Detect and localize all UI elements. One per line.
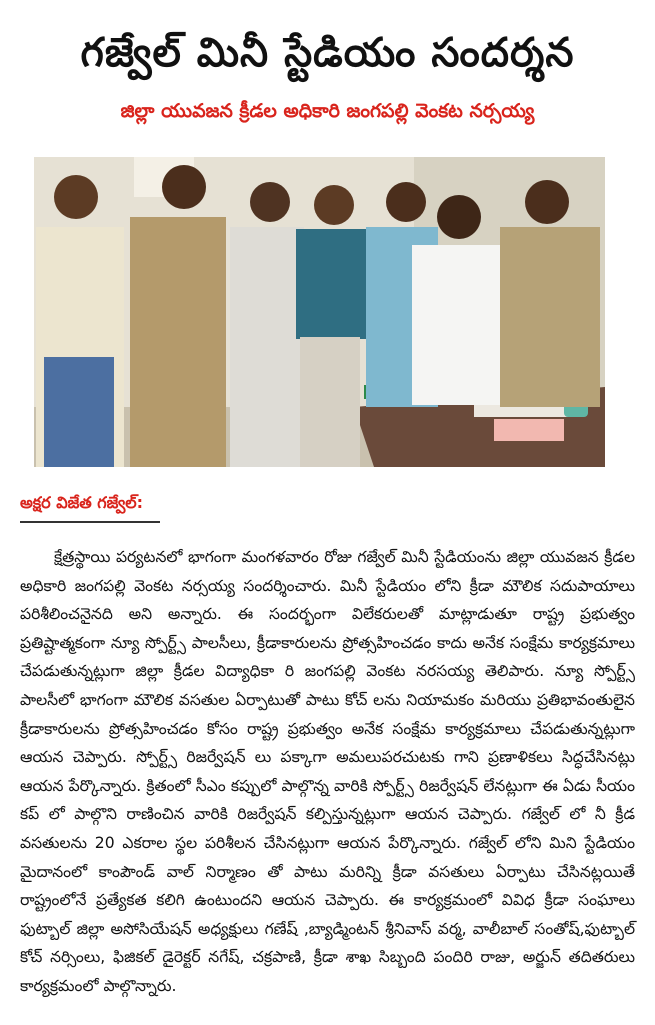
byline: అక్షర విజేత గజ్వేల్: xyxy=(20,493,144,512)
headline: గజ్వేల్ మినీ స్టేడియం సందర్శన xyxy=(80,30,575,76)
subheadline: జిల్లా యువజన క్రీడల అధికారి జంగపల్లి వెంకట నర్సయ్య xyxy=(120,100,535,122)
group-photo xyxy=(34,157,605,467)
article-body: క్షేత్రస్థాయి పర్యటనలో భాగంగా మంగళవారం రోజు గజ్వేల్ మినీ స్టేడియంను జిల్లా యువజన క్రీడల అధికారి జంగపల్లి వెంకట నర్సయ్య సందర్శించారు. మినీ స్టేడియం లోని క్రీడా మౌలిక సదుపాయాలు పరిశీలించనైనది అని అన్నారు. ఈ సందర్భంగా విలేకరులతో మాట్లాడుతూ రాష్ట్ర ప్రభుత్వం ప్రతిష్టాత్మకంగా న్యూ స్పోర్ట్స్ పాలసీలు, క్రీడాకారులను ప్రోత్సహించడం కాదు అనేక సంక్షేమ కార్యక్రమాలు చేపడుతున్నట్లుగా జిల్లా క్రీడల విద్యాధికా రి జంగపల్లి వెంకట నరసయ్య తెలిపారు. న్యూ స్పోర్ట్స్ పాలసీలో భాగంగా మౌలిక వసతుల ఏర్పాటుతో పాటు కోచ్ లను నియామకం మరియు ప్రతిభావంతులైన క్రీడాకారులను ప్రోత్సహించడం కోసం రాష్ట్ర ప్రభుత్వం అనేక సంక్షేమ కార్యక్రమాలు చేపడుతున్నట్లుగా ఆయన చెప్పారు. స్పోర్ట్స్ రిజర్వేషన్ లు పక్కాగా అమలుపరచుటకు గాని ప్రణాళికలు సిద్ధచేసినట్లు ఆయన పేర్కొన్నారు. క్రితంలో సీఎం కప్పులో పాల్గొన్న వారికి స్పోర్ట్స్ రిజర్వేషన్ లేనట్లుగా ఈ ఏడు సీయం కప్ లో పాల్గొని రాణించిన వారికి రిజర్వేషన్ కల్పిస్తున్నట్లుగా ఆయన చెప్పారు. గజ్వేల్ లో నీ క్రీడ వసతులను 20 ఎకరాల స్థల పరిశీలన చేసినట్లుగా ఆయన పేర్కొన్నారు. గజ్వేల్ లోని మిని స్టేడియం మైదానంలో కాంపౌండ్ వాల్ నిర్మాణం తో పాటు మరిన్ని క్రీడా వసతులు ఏర్పాటు చేసినట్లయితే రాష్ట్రంలోనే ప్రత్యేకత కలిగి ఉంటుందని ఆయన చెప్పారు. ఈ కార్యక్రమంలో వివిధ క్రీడా సంఘాలు ఫుట్బాల్ జిల్లా అసోసియేషన్ అధ్యక్షులు గణేష్ ,బ్యాడ్మింటన్ శ్రీనివాస్ వర్మ, వాలీబాల్ సంతోష్,ఫుట్బాల్ కోచ్ నర్సింలు, ఫిజికల్ డైరెక్టర్ నగేష్, చక్రపాణి, క్రీడా శాఖ సిబ్బంది పందిరి రాజు, అర్జున్ తదితరులు కార్యక్రమంలో పాల్గొన్నారు. xyxy=(20,548,635,995)
byline-underline xyxy=(20,521,160,523)
